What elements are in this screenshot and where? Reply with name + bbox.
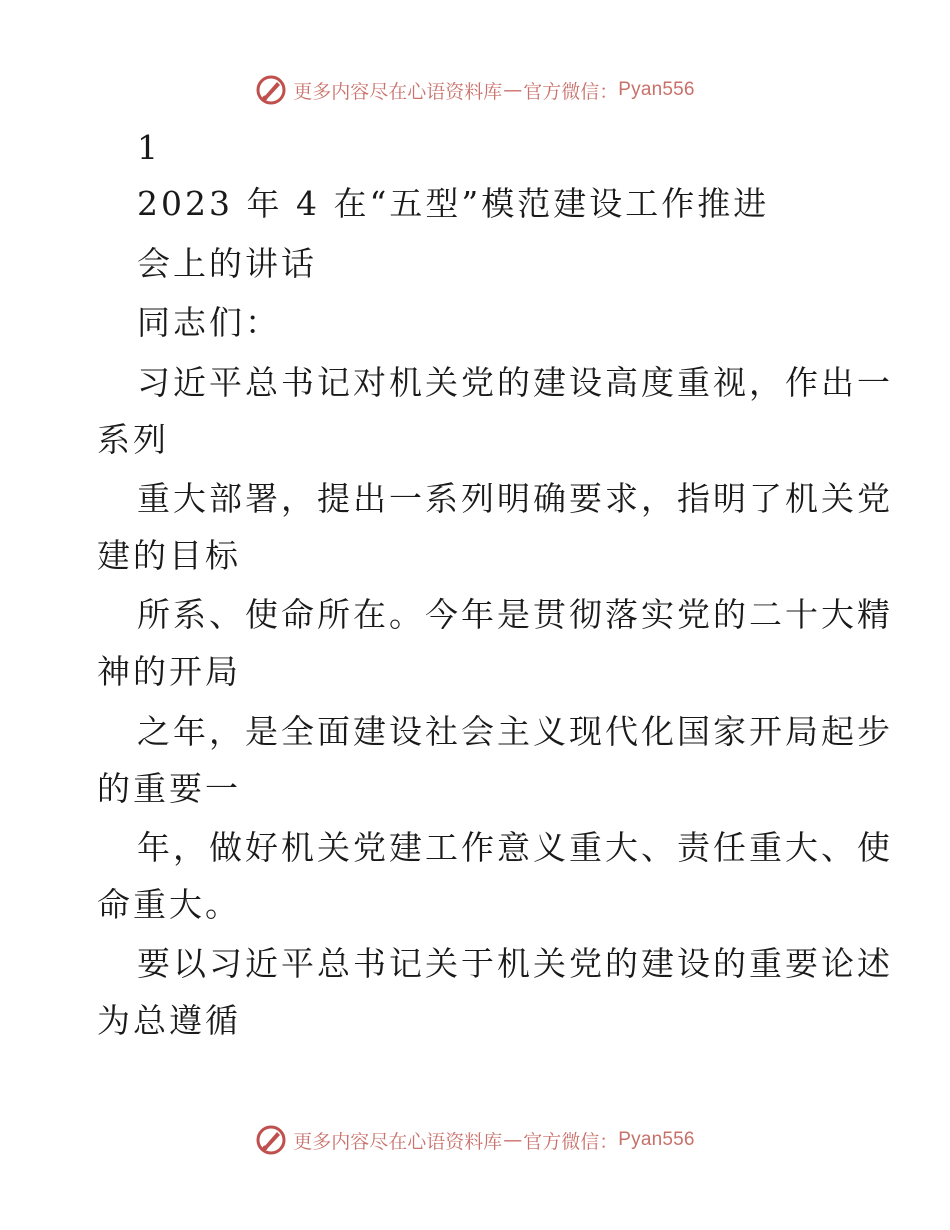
paragraph-2-wrap: 建的目标 — [97, 536, 241, 575]
paragraph-4-line: 之年，是全面建设社会主义现代化国家开局起步 — [137, 712, 893, 751]
watermark-label: 官方微信： — [523, 1130, 619, 1153]
red-quill-seal-icon — [255, 74, 287, 106]
title-line-2: 会上的讲话 — [137, 244, 317, 283]
watermark-label: 官方微信： — [523, 80, 619, 103]
paragraph-6-line: 要以习近平总书记关于机关党的建设的重要论述 — [137, 944, 893, 983]
red-quill-seal-icon — [255, 1124, 287, 1156]
paragraph-2-line: 重大部署，提出一系列明确要求，指明了机关党 — [137, 479, 893, 518]
watermark-dash: — — [503, 79, 523, 101]
paragraph-6-wrap: 为总遵循 — [97, 1001, 241, 1040]
title-line-1: 2023 年 4 在“五型”模范建设工作推进 — [137, 184, 770, 223]
watermark-brand: 更多内容尽在心语资料库 — [293, 1130, 503, 1153]
paragraph-1-wrap: 系列 — [97, 420, 169, 459]
paragraph-4-wrap: 的重要一 — [97, 769, 241, 808]
watermark-account: Pyan556 — [618, 1129, 695, 1150]
watermark-footer — [0, 1120, 950, 1160]
paragraph-1-line: 习近平总书记对机关党的建设高度重视，作出一 — [137, 363, 893, 402]
watermark-dash: — — [503, 1129, 523, 1151]
watermark-header — [0, 70, 950, 110]
salutation: 同志们： — [137, 303, 281, 342]
watermark-brand: 更多内容尽在心语资料库 — [293, 80, 503, 103]
paragraph-3-line: 所系、使命所在。今年是贯彻落实党的二十大精 — [137, 595, 893, 634]
paragraph-5-line: 年，做好机关党建工作意义重大、责任重大、使 — [137, 828, 893, 867]
paragraph-5-wrap: 命重大。 — [97, 885, 241, 924]
paragraph-3-wrap: 神的开局 — [97, 652, 241, 691]
watermark-account: Pyan556 — [618, 79, 695, 100]
page-number: 1 — [137, 128, 161, 167]
